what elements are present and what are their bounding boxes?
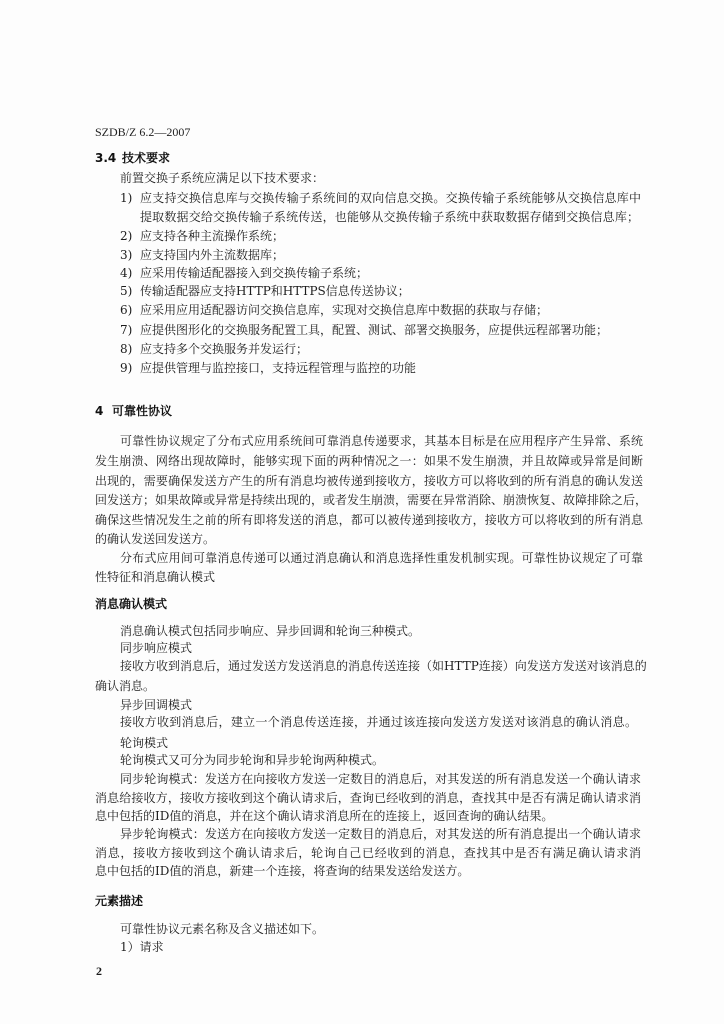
list-item-text: 应提供管理与监控接口，支持远程管理与监控的功能	[140, 361, 417, 375]
list-item-number: 4)	[120, 266, 133, 280]
paragraph-line: 的确认发送回发送方。	[95, 532, 216, 546]
paragraph-line: 异步轮询模式：发送方在向接收方发送一定数目的消息后，对其发送的所有消息提出一个确认请求	[120, 827, 641, 841]
list-item-number: 3)	[120, 248, 133, 262]
list-item-text: 应提供图形化的交换服务配置工具，配置、测试、部署交换服务，应提供远程部署功能；	[140, 323, 609, 337]
list-item-number: 1)	[120, 191, 133, 205]
document-code: SZDB/Z 6.2—2007	[95, 125, 191, 139]
list-item-text: 应采用应用适配器访问交换信息库，实现对交换信息库中数据的获取与存储；	[140, 303, 549, 317]
list-item-text: 传输适配器应支持HTTP和HTTPS信息传送协议；	[140, 284, 410, 298]
section-number: 3.4	[95, 151, 117, 165]
list-item-number: 9)	[120, 361, 133, 375]
mode-label: 异步回调模式	[120, 698, 193, 712]
paragraph-line: 可靠性协议规定了分布式应用系统间可靠消息传递要求，其基本目标是在应用程序产生异常、系统	[120, 434, 643, 448]
paragraph-line: 性特征和消息确认模式	[95, 570, 216, 584]
paragraph-line: 确认消息。	[95, 679, 156, 693]
list-item-number: 2)	[120, 229, 133, 243]
paragraph-line: 消息，接收方接收到这个确认请求后，轮询自己已经收到的消息，查找其中是否有满足确认请求消	[95, 846, 641, 860]
list-item-number: 7)	[120, 323, 133, 337]
paragraph-line: 回发送方；如果故障或异常是持续出现的，或者发生崩溃，需要在异常消除、崩溃恢复、故障排除之后，	[95, 493, 648, 507]
paragraph-line: 发生崩溃、网络出现故障时，能够实现下面的两种情况之一：如果不发生崩溃，并且故障或异常是间断	[95, 454, 643, 468]
paragraph-line: 接收方收到消息后，建立一个消息传送连接，并通过该连接向发送方发送对该消息的确认消息。	[120, 715, 637, 729]
section-heading: 技术要求	[122, 151, 171, 165]
list-item-number: 6)	[120, 303, 133, 317]
paragraph-line: 同步轮询模式：发送方在向接收方发送一定数目的消息后，对其发送的所有消息发送一个确认请求	[120, 772, 641, 786]
paragraph-line: 接收方收到消息后，通过发送方发送消息的消息传送连接（如HTTP连接）向发送方发送对该消息的	[120, 659, 647, 673]
list-item-number: 5)	[120, 284, 133, 298]
section-intro: 前置交换子系统应满足以下技术要求：	[120, 171, 325, 185]
paragraph-line: 轮询模式又可分为同步轮询和异步轮询两种模式。	[120, 753, 385, 767]
mode-label: 同步响应模式	[120, 641, 193, 655]
subsection-heading: 消息确认模式	[95, 597, 168, 611]
section-number: 4	[95, 404, 104, 418]
list-item-text: 应支持交换信息库与交换传输子系统间的双向信息交换。交换传输子系统能够从交换信息库中	[140, 191, 641, 205]
mode-label: 轮询模式	[120, 736, 169, 750]
paragraph-line: 确保这些情况发生之前的所有即将发送的消息，都可以被传递到接收方，接收方可以将收到的所有消息	[95, 513, 643, 527]
paragraph-line: 息中包括的ID值的消息，新建一个连接，将查询的结果发送给发送方。	[95, 864, 470, 878]
paragraph-line: 分布式应用间可靠消息传递可以通过消息确认和消息选择性重发机制实现。可靠性协议规定了可靠	[120, 551, 643, 565]
list-item-number: 8)	[120, 342, 133, 356]
list-item-text: 1）请求	[120, 940, 164, 954]
list-item-text: 应支持多个交换服务并发运行；	[140, 342, 309, 356]
paragraph-line: 出现的，需要确保发送方产生的所有消息均被传递到接收方，接收方可以将收到的所有消息的确认发送	[95, 474, 643, 488]
paragraph-line: 息中包括的ID值的消息，并在这个确认请求消息所在的连接上，返回查询的确认结果。	[95, 809, 554, 823]
paragraph-line: 消息确认模式包括同步响应、异步回调和轮询三种模式。	[120, 624, 421, 638]
paragraph-line: 消息给接收方，接收方接收到这个确认请求后，查询已经收到的消息，查找其中是否有满足确认请求消	[95, 791, 641, 805]
list-item-continuation: 提取数据交给交换传输子系统传送，也能够从交换传输子系统中获取数据存储到交换信息库；	[140, 210, 639, 224]
list-item-text: 应采用传输适配器接入到交换传输子系统；	[140, 266, 369, 280]
list-item-text: 应支持国内外主流数据库；	[140, 248, 285, 262]
paragraph-line: 可靠性协议元素名称及含义描述如下。	[120, 922, 325, 936]
list-item-text: 应支持各种主流操作系统；	[140, 229, 285, 243]
section-heading: 可靠性协议	[112, 404, 173, 418]
subsection-heading: 元素描述	[95, 894, 144, 908]
page-number: 2	[96, 964, 102, 978]
